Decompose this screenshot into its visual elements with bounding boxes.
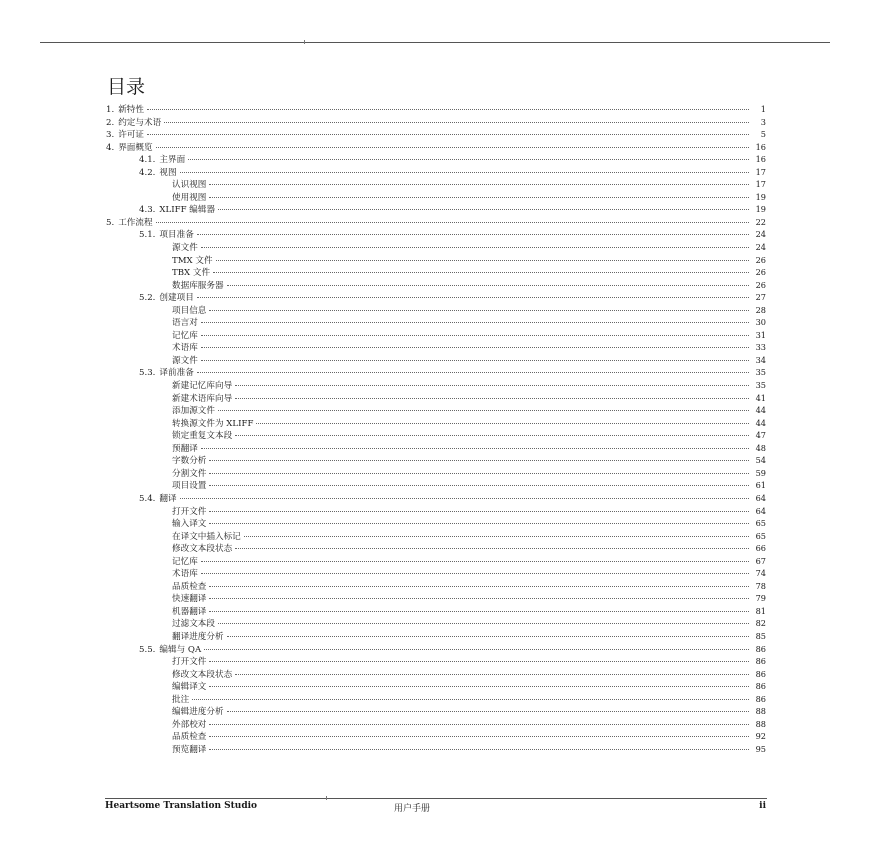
- toc-entry-label: 使用视图: [172, 192, 207, 203]
- toc-entry[interactable]: [106, 442, 766, 455]
- toc-dot-leader: [147, 134, 749, 135]
- toc-entry-label: 编辑进度分析: [172, 707, 224, 718]
- toc-entry-page: 16: [755, 154, 766, 165]
- toc-dot-leader: [209, 523, 749, 524]
- toc-entry-label: 约定与术语: [118, 117, 162, 128]
- toc-entry-number: 1.: [106, 105, 115, 115]
- toc-dot-leader: [197, 297, 749, 298]
- toc-entry-label: 项目准备: [159, 230, 194, 241]
- toc-entry[interactable]: [106, 141, 766, 154]
- toc-entry-label: 语言对: [172, 318, 198, 329]
- toc-entry-label: 项目信息: [172, 305, 207, 316]
- footer-rule: [105, 798, 767, 799]
- toc-entry-page: 86: [755, 643, 766, 654]
- toc-entry-page: 88: [755, 706, 766, 717]
- toc-entry-label: 新建记忆库向导: [172, 381, 233, 392]
- toc-entry[interactable]: [106, 693, 766, 706]
- toc-entry-label: TBX 文件: [172, 268, 211, 279]
- toc-entry-label: 输入译文: [172, 519, 207, 530]
- toc-dot-leader: [180, 172, 749, 173]
- toc-entry-label: 创建项目: [159, 293, 194, 304]
- toc-dot-leader: [192, 699, 749, 700]
- toc-entry[interactable]: [106, 718, 766, 731]
- toc-entry-label: 翻译进度分析: [172, 631, 224, 642]
- toc-dot-leader: [209, 586, 749, 587]
- toc-dot-leader: [201, 448, 749, 449]
- toc-entry[interactable]: [106, 680, 766, 693]
- toc-dot-leader: [256, 423, 749, 424]
- toc-entry-page: 17: [755, 166, 766, 177]
- toc-entry[interactable]: [106, 417, 766, 430]
- toc-entry-page: 26: [755, 267, 766, 278]
- toc-entry-page: 19: [755, 191, 766, 202]
- toc-entry-label: 源文件: [172, 355, 198, 366]
- footer-manual-name: 用户手册: [394, 804, 431, 814]
- toc-dot-leader: [164, 122, 749, 123]
- toc-entry-label: 品质检查: [172, 581, 207, 592]
- toc-dot-leader: [209, 749, 749, 750]
- toc-dot-leader: [235, 548, 749, 549]
- toc-entry-label: 术语库: [172, 343, 198, 354]
- toc-dot-leader: [209, 598, 749, 599]
- toc-dot-leader: [209, 184, 749, 185]
- toc-entry-label: 项目设置: [172, 481, 207, 492]
- toc-entry-label: 批注: [172, 694, 190, 705]
- toc-entry-label: 新建术语库向导: [172, 393, 233, 404]
- toc-entry-label: 记忆库: [172, 556, 198, 567]
- toc-entry-label: 字数分析: [172, 456, 207, 467]
- toc-entry-number: 4.3.: [139, 205, 156, 216]
- toc-entry[interactable]: [106, 617, 766, 630]
- toc-entry-page: 88: [755, 718, 766, 729]
- toc-entry[interactable]: [106, 567, 766, 580]
- header-rule-tick: [304, 40, 305, 44]
- toc-dot-leader: [209, 736, 749, 737]
- toc-entry-label: 主界面: [159, 155, 186, 166]
- toc-entry-label: 过滤文本段: [172, 619, 215, 630]
- toc-entry[interactable]: [106, 404, 766, 417]
- toc-entry-page: 30: [755, 317, 766, 328]
- toc-dot-leader: [235, 435, 749, 436]
- toc-entry[interactable]: [106, 254, 766, 267]
- toc-dot-leader: [209, 511, 749, 512]
- toc-dot-leader: [180, 498, 749, 499]
- toc-dot-leader: [188, 159, 749, 160]
- toc-entry-label: 编辑与 QA: [159, 644, 202, 655]
- toc-entry[interactable]: [106, 379, 766, 392]
- toc-entry[interactable]: [106, 643, 766, 656]
- toc-entry-label: 预览翻译: [172, 744, 207, 755]
- toc-entry[interactable]: [106, 178, 766, 191]
- toc-entry-number: 4.: [106, 142, 115, 153]
- toc-dot-leader: [197, 372, 749, 373]
- toc-dot-leader: [201, 335, 749, 336]
- toc-entry-page: 86: [755, 668, 766, 679]
- toc-dot-leader: [209, 661, 749, 662]
- footer-page-number: ii: [759, 801, 766, 811]
- toc-entry-page: 5: [760, 129, 766, 140]
- toc-entry-page: 85: [755, 630, 766, 641]
- toc-entry[interactable]: [106, 605, 766, 618]
- toc-entry-label: 许可证: [118, 130, 144, 141]
- toc-entry-number: 5.5.: [139, 644, 156, 655]
- toc-entry-page: 3: [760, 116, 766, 127]
- toc-dot-leader: [201, 322, 749, 323]
- toc-title: 目录: [107, 76, 146, 98]
- toc-entry[interactable]: [106, 329, 766, 342]
- toc-entry[interactable]: [106, 542, 766, 555]
- toc-entry-number: 5.3.: [139, 368, 156, 379]
- toc-entry-page: 33: [755, 342, 766, 353]
- toc-entry-page: 28: [755, 304, 766, 315]
- toc-entry-label: 修改文本段状态: [172, 669, 233, 680]
- toc-entry[interactable]: [106, 467, 766, 480]
- toc-entry[interactable]: [106, 580, 766, 593]
- toc-entry-page: 26: [755, 279, 766, 290]
- toc-dot-leader: [235, 385, 749, 386]
- table-of-contents: [106, 103, 766, 755]
- toc-entry[interactable]: [106, 291, 766, 304]
- toc-entry[interactable]: [106, 203, 766, 216]
- toc-entry-page: 17: [755, 179, 766, 190]
- toc-entry-page: 79: [755, 593, 766, 604]
- toc-dot-leader: [235, 674, 749, 675]
- toc-entry-page: 44: [755, 417, 766, 428]
- toc-entry[interactable]: [106, 366, 766, 379]
- toc-dot-leader: [204, 649, 749, 650]
- toc-dot-leader: [227, 285, 749, 286]
- toc-entry-label: 译前准备: [159, 368, 194, 379]
- toc-entry[interactable]: [106, 241, 766, 254]
- toc-entry-label: 源文件: [172, 243, 198, 254]
- toc-entry-page: 16: [755, 141, 766, 152]
- toc-entry-label: 界面概览: [118, 142, 153, 153]
- toc-dot-leader: [218, 410, 749, 411]
- toc-dot-leader: [201, 360, 749, 361]
- toc-entry-number: 2.: [106, 117, 115, 128]
- toc-entry-label: 打开文件: [172, 506, 207, 517]
- toc-dot-leader: [209, 724, 749, 725]
- toc-entry-page: 65: [755, 530, 766, 541]
- toc-entry-number: 5.: [106, 217, 115, 228]
- toc-entry-page: 67: [755, 555, 766, 566]
- toc-entry-label: 修改文本段状态: [172, 544, 233, 555]
- toc-dot-leader: [197, 234, 749, 235]
- toc-entry-page: 81: [755, 605, 766, 616]
- toc-dot-leader: [209, 473, 749, 474]
- toc-entry-label: 在译文中插入标记: [172, 531, 241, 542]
- toc-entry-label: 快速翻译: [172, 594, 207, 605]
- header-rule: [40, 42, 830, 43]
- toc-entry-number: 5.1.: [139, 230, 156, 241]
- toc-entry[interactable]: [106, 128, 766, 141]
- toc-entry-page: 26: [755, 254, 766, 265]
- toc-entry-label: 视图: [159, 167, 177, 178]
- toc-entry[interactable]: [106, 166, 766, 179]
- toc-entry-page: 82: [755, 618, 766, 629]
- toc-entry-page: 61: [755, 480, 766, 491]
- toc-dot-leader: [156, 147, 749, 148]
- toc-entry-label: 预翻译: [172, 443, 198, 454]
- toc-entry-page: 47: [755, 430, 766, 441]
- toc-entry[interactable]: [106, 743, 766, 756]
- toc-entry-page: 92: [755, 731, 766, 742]
- toc-entry[interactable]: [106, 103, 766, 116]
- toc-entry-label: 工作流程: [118, 217, 153, 228]
- toc-dot-leader: [201, 561, 749, 562]
- toc-entry-label: 新特性: [118, 105, 144, 115]
- toc-entry-page: 19: [755, 204, 766, 215]
- toc-dot-leader: [201, 247, 749, 248]
- toc-entry-label: 添加源文件: [172, 406, 215, 417]
- toc-entry-page: 86: [755, 656, 766, 667]
- toc-entry[interactable]: [106, 216, 766, 229]
- toc-entry-number: 5.2.: [139, 293, 156, 304]
- toc-dot-leader: [209, 611, 749, 612]
- toc-entry[interactable]: [106, 429, 766, 442]
- toc-entry[interactable]: [106, 592, 766, 605]
- toc-entry-page: 64: [755, 505, 766, 516]
- toc-entry[interactable]: [106, 730, 766, 743]
- toc-entry[interactable]: [106, 705, 766, 718]
- toc-dot-leader: [156, 222, 749, 223]
- toc-entry[interactable]: [106, 530, 766, 543]
- toc-dot-leader: [201, 347, 749, 348]
- toc-entry-label: 编辑译文: [172, 682, 207, 693]
- toc-entry-page: 59: [755, 467, 766, 478]
- toc-entry-page: 24: [755, 229, 766, 240]
- toc-entry[interactable]: [106, 191, 766, 204]
- footer-rule-tick: [326, 796, 327, 800]
- toc-entry[interactable]: [106, 555, 766, 568]
- toc-entry[interactable]: [106, 517, 766, 530]
- toc-entry[interactable]: [106, 228, 766, 241]
- toc-entry[interactable]: [106, 479, 766, 492]
- toc-entry-label: 认识视图: [172, 180, 207, 191]
- toc-entry[interactable]: [106, 630, 766, 643]
- toc-entry-label: 记忆库: [172, 330, 198, 341]
- toc-entry-page: 86: [755, 681, 766, 692]
- toc-dot-leader: [209, 460, 749, 461]
- toc-dot-leader: [218, 623, 749, 624]
- toc-entry-page: 78: [755, 580, 766, 591]
- toc-entry-label: 打开文件: [172, 657, 207, 668]
- toc-entry-number: 3.: [106, 130, 115, 141]
- toc-entry-page: 44: [755, 405, 766, 416]
- toc-entry[interactable]: [106, 304, 766, 317]
- toc-dot-leader: [218, 209, 749, 210]
- toc-entry-page: 24: [755, 242, 766, 253]
- toc-dot-leader: [209, 310, 749, 311]
- toc-entry[interactable]: [106, 655, 766, 668]
- toc-entry-label: 机器翻译: [172, 606, 207, 617]
- toc-entry-page: 65: [755, 518, 766, 529]
- toc-entry-label: XLIFF 编辑器: [159, 205, 216, 216]
- toc-entry-page: 41: [755, 392, 766, 403]
- toc-entry-page: 95: [755, 743, 766, 754]
- toc-entry[interactable]: [106, 341, 766, 354]
- toc-dot-leader: [213, 272, 749, 273]
- toc-entry-page: 1: [760, 104, 766, 114]
- toc-entry-label: TMX 文件: [172, 255, 213, 266]
- toc-entry[interactable]: [106, 492, 766, 505]
- toc-dot-leader: [209, 686, 749, 687]
- toc-entry-page: 66: [755, 543, 766, 554]
- toc-entry-page: 27: [755, 292, 766, 303]
- toc-entry[interactable]: [106, 392, 766, 405]
- toc-entry[interactable]: [106, 316, 766, 329]
- toc-entry-number: 4.1.: [139, 155, 156, 166]
- toc-entry-number: 4.2.: [139, 167, 156, 178]
- toc-entry-page: 48: [755, 442, 766, 453]
- toc-entry-number: 5.4.: [139, 493, 156, 504]
- toc-entry[interactable]: [106, 279, 766, 292]
- toc-entry-label: 品质检查: [172, 732, 207, 743]
- toc-entry-label: 数据库服务器: [172, 280, 224, 291]
- toc-dot-leader: [244, 536, 749, 537]
- toc-entry-label: 外部校对: [172, 719, 207, 730]
- toc-entry-page: 35: [755, 380, 766, 391]
- toc-entry-label: 分割文件: [172, 468, 207, 479]
- toc-entry-page: 64: [755, 492, 766, 503]
- toc-dot-leader: [209, 197, 749, 198]
- toc-entry-page: 74: [755, 568, 766, 579]
- toc-entry-page: 22: [755, 216, 766, 227]
- toc-dot-leader: [235, 398, 749, 399]
- footer-product-name: Heartsome Translation Studio: [105, 801, 258, 811]
- toc-entry[interactable]: [106, 116, 766, 129]
- toc-entry[interactable]: [106, 668, 766, 681]
- toc-entry-label: 转换源文件为 XLIFF: [172, 418, 254, 429]
- toc-entry[interactable]: [106, 505, 766, 518]
- toc-entry-page: 35: [755, 367, 766, 378]
- toc-entry[interactable]: [106, 266, 766, 279]
- toc-entry-page: 86: [755, 693, 766, 704]
- toc-dot-leader: [209, 485, 749, 486]
- toc-dot-leader: [227, 711, 749, 712]
- toc-dot-leader: [201, 573, 749, 574]
- toc-entry-label: 锁定重复文本段: [172, 431, 233, 442]
- toc-dot-leader: [216, 260, 749, 261]
- toc-entry-page: 54: [755, 455, 766, 466]
- toc-entry[interactable]: [106, 454, 766, 467]
- toc-entry-label: 翻译: [159, 493, 177, 504]
- toc-entry[interactable]: [106, 354, 766, 367]
- toc-entry-label: 术语库: [172, 569, 198, 580]
- toc-entry-page: 34: [755, 354, 766, 365]
- toc-dot-leader: [227, 636, 749, 637]
- toc-entry-page: 31: [755, 329, 766, 340]
- toc-entry[interactable]: [106, 153, 766, 166]
- toc-dot-leader: [147, 109, 749, 110]
